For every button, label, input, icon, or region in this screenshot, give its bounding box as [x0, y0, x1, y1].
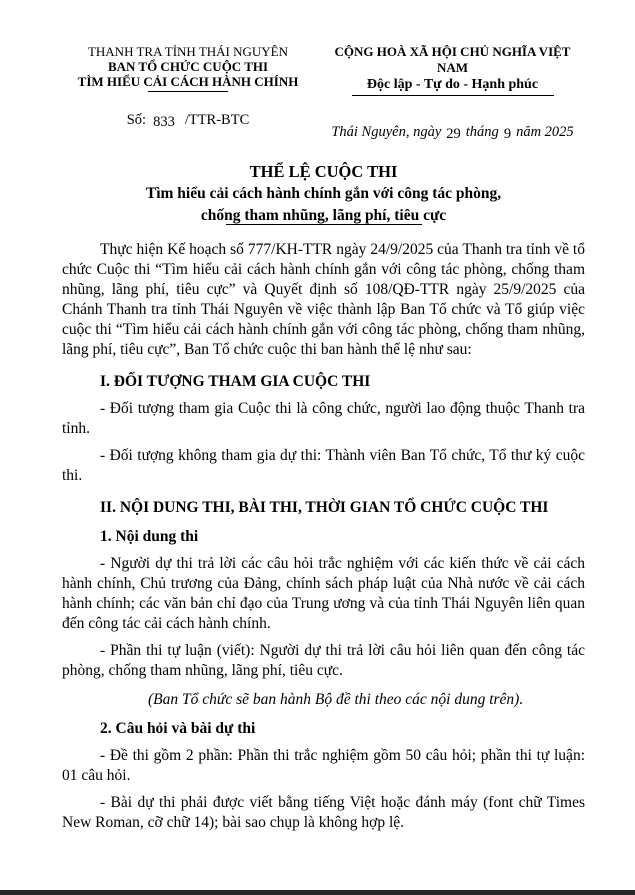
national-motto: Độc lập - Tự do - Hạnh phúc: [366, 77, 539, 92]
document-number-value: 833: [153, 114, 175, 130]
section-1-heading: I. ĐỐI TƯỢNG THAM GIA CUỘC THI: [100, 373, 371, 390]
issuing-agency-block: [62, 44, 314, 141]
section-1-item-1: - Đối tượng tham gia Cuộc thi là công chức, người lao động thuộc Thanh tra tỉnh.: [62, 400, 585, 437]
subsection-1-item-2: - Phần thi tự luận (viết): Người dự thi trả lời câu hỏi liên quan đến công tác phòng, chống tham nhũng, lãng phí, tiêu cực.: [62, 642, 585, 679]
motto-underline-rule: [352, 95, 554, 96]
place-date-line: [320, 124, 585, 141]
document-number-line: [62, 112, 314, 129]
title-underline-rule: [226, 224, 422, 225]
agency-underline-rule: [148, 91, 228, 92]
date-suffix: năm 2025: [516, 124, 574, 140]
date-day: 29: [446, 126, 461, 142]
date-month: 9: [503, 126, 512, 142]
agency-committee-name: BAN TỔ CHỨC CUỘC THI: [107, 59, 269, 74]
national-motto-block: [314, 44, 585, 141]
document-subtitle-line2: chống tham nhũng, lãng phí, tiêu cực: [200, 207, 447, 224]
document-header: [62, 44, 585, 141]
document-number-label: Số:: [126, 112, 147, 128]
subsection-2-heading: 2. Câu hỏi và bài dự thi: [100, 720, 256, 737]
document-title-block: [62, 161, 585, 228]
document-number-symbol: /TTR-BTC: [184, 112, 250, 128]
subsection-2-item-1: - Đề thi gồm 2 phần: Phần thi trắc nghiệm gồm 50 câu hỏi; phần thi tự luận: 01 câu hỏi.: [62, 747, 585, 784]
date-prefix: Thái Nguyên, ngày: [331, 124, 442, 140]
agency-parent-name: THANH TRA TỈNH THÁI NGUYÊN: [87, 44, 289, 59]
intro-paragraph: Thực hiện Kế hoạch số 777/KH-TTR ngày 24/9/2025 của Thanh tra tỉnh về tổ chức Cuộc thi “Tìm hiểu cải cách hành chính gắn với công tác phòng, chống tham nhũng, lãng phí, tiêu cực” và Quyết định số 108/QĐ-TTR ngày 25/9/2025 của Chánh Thanh tra tỉnh Thái Nguyên về việc thành lập Ban Tổ chức và Tổ giúp việc cuộc thi “Tìm hiểu cải cách hành chính gắn với công tác phòng, chống tham nhũng, lãng phí, tiêu cực”, Ban Tổ chức cuộc thi ban hành thể lệ như sau:: [62, 241, 585, 358]
section-2-heading: II. NỘI DUNG THI, BÀI THI, THỜI GIAN TỔ CHỨC CUỘC THI: [100, 499, 549, 516]
date-thang-label: tháng: [465, 124, 499, 140]
document-body: [62, 240, 585, 833]
document-title: THỂ LỆ CUỘC THI: [249, 162, 398, 181]
subsection-1-note: (Ban Tổ chức sẽ ban hành Bộ đề thi theo các nội dung trên).: [148, 691, 524, 708]
subsection-2-item-2: - Bài dự thi phải được viết bằng tiếng Việt hoặc đánh máy (font chữ Times New Roman, cỡ chữ 14); bài sao chụp là không hợp lệ.: [62, 794, 585, 831]
subsection-1-heading: 1. Nội dung thi: [100, 528, 199, 545]
page-bottom-edge: [0, 890, 635, 895]
subsection-1-item-1: - Người dự thi trả lời các câu hỏi trắc nghiệm với các kiến thức về cải cách hành chính, Chủ trương của Đảng, chính sách pháp luật của Nhà nước về cải cách hành chính; các văn bản chỉ đạo của Trung ương và của tỉnh Thái Nguyên liên quan đến công tác cải cách hành chính.: [62, 555, 585, 632]
document-subtitle-line1: Tìm hiểu cải cách hành chính gắn với công tác phòng,: [145, 185, 502, 202]
national-header: CỘNG HOÀ XÃ HỘI CHỦ NGHĨA VIỆT NAM: [334, 44, 571, 75]
agency-contest-name: TÌM HIỂU CẢI CÁCH HÀNH CHÍNH: [77, 74, 299, 89]
section-1-item-2: - Đối tượng không tham gia dự thi: Thành viên Ban Tổ chức, Tổ thư ký cuộc thi.: [62, 447, 585, 484]
